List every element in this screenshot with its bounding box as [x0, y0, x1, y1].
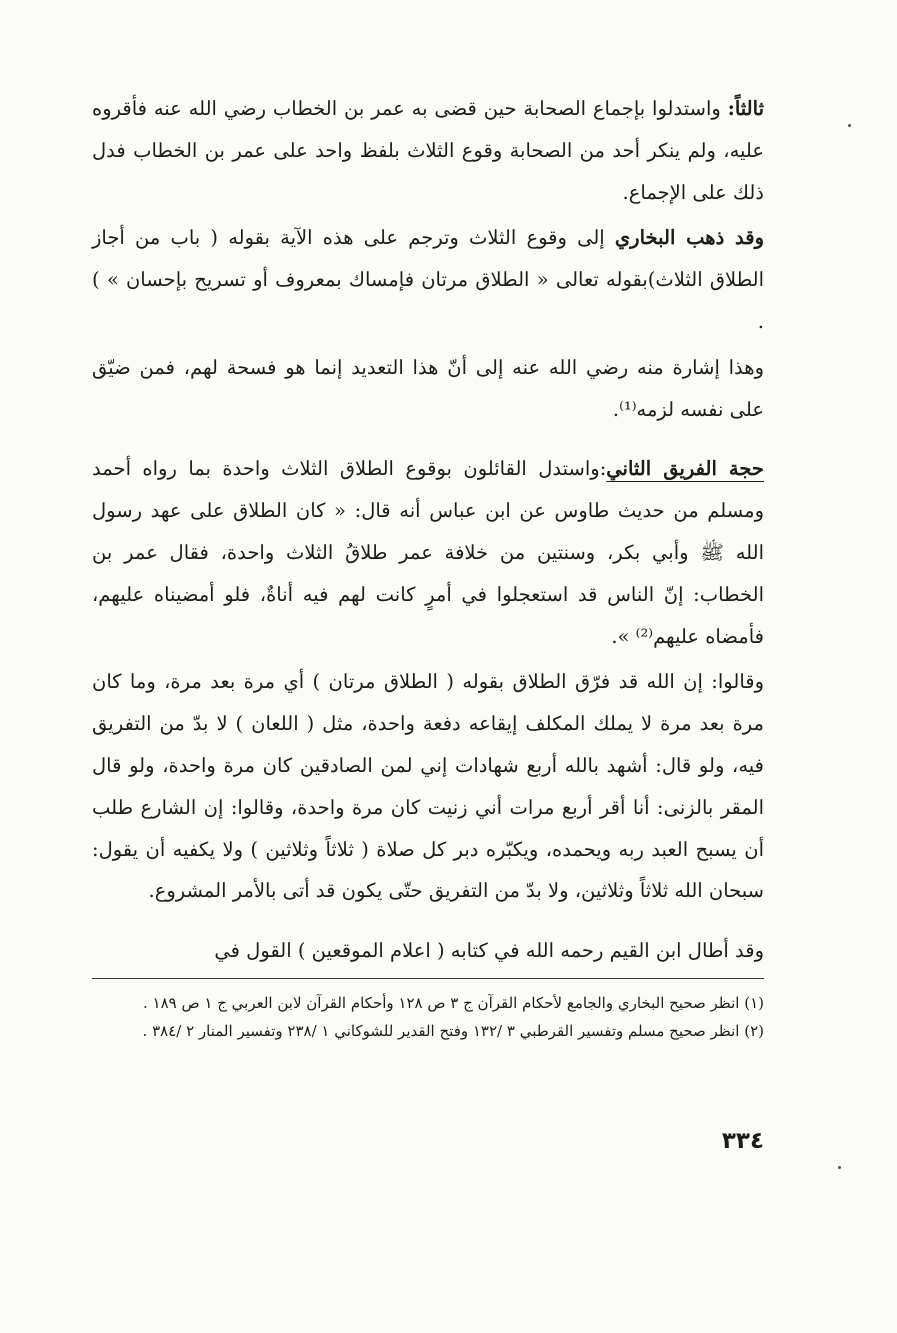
paragraph-text: واستدلوا بإجماع الصحابة حين قضى به عمر بن الخطاب رضي الله عنه فأقروه عليه، ولم ينكر أحد من الصحابة وقوع الثلاث بلفظ واحد على عمر بن الخطاب فدل ذلك على الإجماع. — [92, 97, 764, 204]
footnote-2: (٢) انظر صحيح مسلم وتفسير القرطبي ٣ /١٣٢ وفتح القدير للشوكاني ١ /٢٣٨ وتفسير المنار ٢ /٣٨٤ . — [142, 1021, 764, 1040]
paragraph-text: :واستدل القائلون بوقوع الطلاق الثلاث واحدة بما رواه أحمد ومسلم من حديث طاوس عن ابن عباس أنه قال: « كان الطلاق على عهد رسول الله ﷺ وأبي بكر، وسنتين من خلافة عمر طلاقُ الثلاث واحدة، فقال عمر بن الخطاب: إنّ الناس قد استعجلوا في أمرٍ كانت لهم فيه أناةٌ، فلو أمضيناه عليهم، فأمضاه عليهم⁽²⁾ ». — [92, 457, 764, 648]
paragraph-lead: وقد ذهب البخاري — [614, 226, 765, 250]
page-body — [92, 88, 764, 1045]
paragraph-text: إلى وقوع الثلاث وترجم على هذه الآية بقوله ( باب من أجاز الطلاق الثلاث)بقوله تعالى « الطلاق مرتان فإمساك بمعروف أو تسريح بإحسان » ) . — [92, 226, 764, 333]
paragraph-they-said — [92, 661, 764, 912]
paragraph-lead: حجة الفريق الثاني — [606, 457, 764, 481]
paragraph-text: وهذا إشارة منه رضي الله عنه إلى أنّ هذا التعديد إنما هو فسحة لهم، فمن ضيّق على نفسه لزمه⁽¹⁾. — [92, 355, 764, 421]
paragraph-indication — [92, 347, 764, 431]
paragraph-bukhari — [92, 217, 764, 342]
paragraph-ibn-qayyim — [92, 930, 764, 972]
footnote-divider — [92, 978, 764, 979]
paragraph-text: وقد أطال ابن القيم رحمه الله في كتابه ( اعلام الموقعين ) القول في — [214, 939, 764, 963]
footnote-1: (١) انظر صحيح البخاري والجامع لأحكام القرآن ج ٣ ص ١٢٨ وأحكام القرآن لابن العربي ج ١ ص ١٨٩ . — [142, 993, 764, 1012]
scan-speck — [838, 1166, 841, 1169]
page-number: ٣٣٤ — [721, 1128, 764, 1154]
scan-speck — [848, 124, 851, 127]
paragraph-third-argument — [92, 88, 764, 213]
paragraph-text: وقالوا: إن الله قد فرّق الطلاق بقوله ( الطلاق مرتان ) أي مرة بعد مرة، وما كان مرة بعد مرة لا يملك المكلف إيقاعه دفعة واحدة، مثل ( اللعان ) لا بدّ من التفريق فيه، ولو قال: أشهد بالله أربع شهادات إني لمن الصادقين كان مرة واحدة، ولو قال المقر بالزنى: أنا أقر أربع مرات أني زنيت كان مرة واحدة، وقالوا: إن الشارع طلب أن يسبح العبد ربه ويحمده، ويكبّره دبر كل صلاة ( ثلاثاً وثلاثين ) ولا يكفيه أن يقول: سبحان الله ثلاثاً وثلاثين، ولا بدّ من التفريق حتّى يكون قد أتى بالأمر المشروع. — [92, 670, 764, 903]
paragraph-lead: ثالثاً: — [727, 97, 764, 120]
paragraph-second-group — [92, 448, 764, 657]
